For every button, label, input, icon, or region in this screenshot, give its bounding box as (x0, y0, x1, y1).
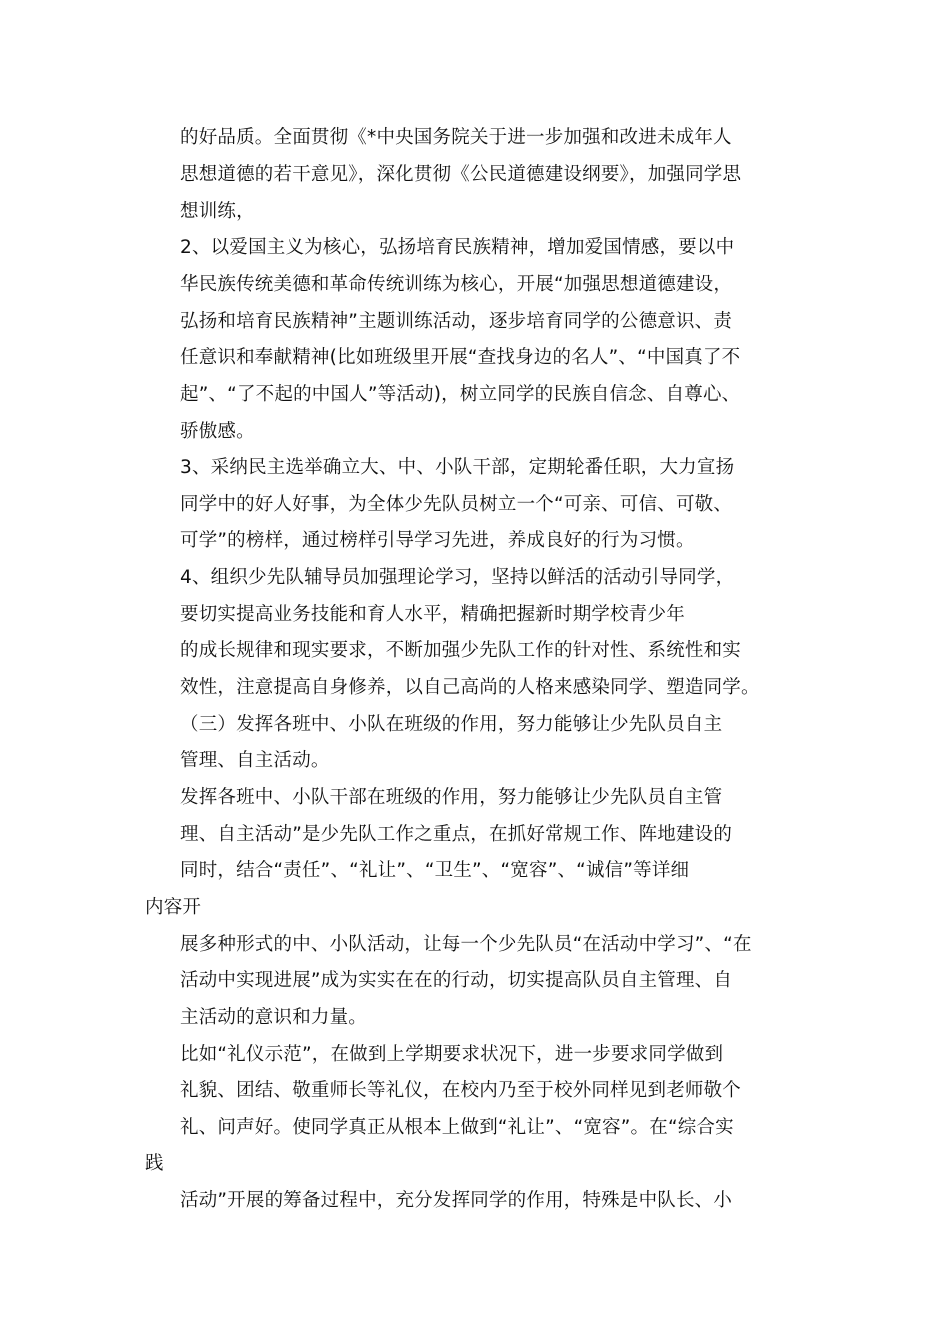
text-line: 2、以爱国主义为核心，弘扬培育民族精神，增加爱国情感，要以中 (180, 237, 735, 258)
text-line: 比如“礼仪示范”，在做到上学期要求状况下，进一步要求同学做到 (180, 1044, 724, 1065)
text-line: 可学”的榜样，通过榜样引导学习先进，养成良好的行为习惯。 (180, 530, 695, 551)
text-line: 思想道德的若干意见》，深化贯彻《公民道德建设纲要》，加强同学思 (180, 164, 742, 185)
text-line: 要切实提高业务技能和育人水平，精确把握新时期学校青少年 (180, 604, 685, 625)
text-line: 践 (145, 1153, 164, 1174)
text-line: 发挥各班中、小队干部在班级的作用，努力能够让少先队员自主管 (180, 787, 723, 808)
section-heading: 管理、自主活动。 (180, 750, 330, 771)
text-line: 礼、问声好。使同学真正从根本上做到“礼让”、“宽容”。在“综合实 (180, 1117, 734, 1138)
text-line: 3、采纳民主选举确立大、中、小队干部，定期轮番任职，大力宣扬 (180, 457, 735, 478)
text-line: 骄傲感。 (180, 421, 255, 442)
text-line: 想训练， (180, 201, 255, 222)
text-line: 主活动的意识和力量。 (180, 1007, 368, 1028)
text-line: 内容开 (145, 897, 202, 918)
text-line: 同学中的好人好事，为全体少先队员树立一个“可亲、可信、可敬、 (180, 494, 733, 515)
section-heading: （三）发挥各班中、小队在班级的作用，努力能够让少先队员自主 (180, 714, 723, 735)
text-line: 4、组织少先队辅导员加强理论学习，坚持以鲜活的活动引导同学， (180, 567, 735, 588)
text-line: 活动中实现进展”成为实实在在的行动，切实提高队员自主管理、自 (180, 970, 733, 991)
text-line: 理、自主活动”是少先队工作之重点，在抓好常规工作、阵地建设的 (180, 824, 733, 845)
text-line: 任意识和奉献精神(比如班级里开展“查找身边的名人”、“中国真了不 (180, 347, 741, 368)
text-line: 礼貌、团结、敬重师长等礼仪，在校内乃至于校外同样见到老师敬个 (180, 1080, 742, 1101)
text-line: 华民族传统美德和革命传统训练为核心，开展“加强思想道德建设， (180, 274, 733, 295)
text-line: 效性，注意提高自身修养，以自己高尚的人格来感染同学、塑造同学。 (180, 677, 760, 698)
text-line: 的成长规律和现实要求，不断加强少先队工作的针对性、系统性和实 (180, 640, 742, 661)
text-line: 活动”开展的筹备过程中，充分发挥同学的作用，特殊是中队长、小 (180, 1190, 733, 1211)
text-line: 的好品质。全面贯彻《*中央国务院关于进一步加强和改进未成年人 (180, 127, 732, 148)
text-line: 起”、“了不起的中国人”等活动)，树立同学的民族自信念、自尊心、 (180, 384, 741, 405)
text-line: 展多种形式的中、小队活动，让每一个少先队员“在活动中学习”、“在 (180, 934, 752, 955)
text-line: 同时，结合“责任”、“礼让”、“卫生”、“宽容”、“诚信”等详细 (180, 860, 690, 881)
text-line: 弘扬和培育民族精神”主题训练活动，逐步培育同学的公德意识、责 (180, 311, 733, 332)
